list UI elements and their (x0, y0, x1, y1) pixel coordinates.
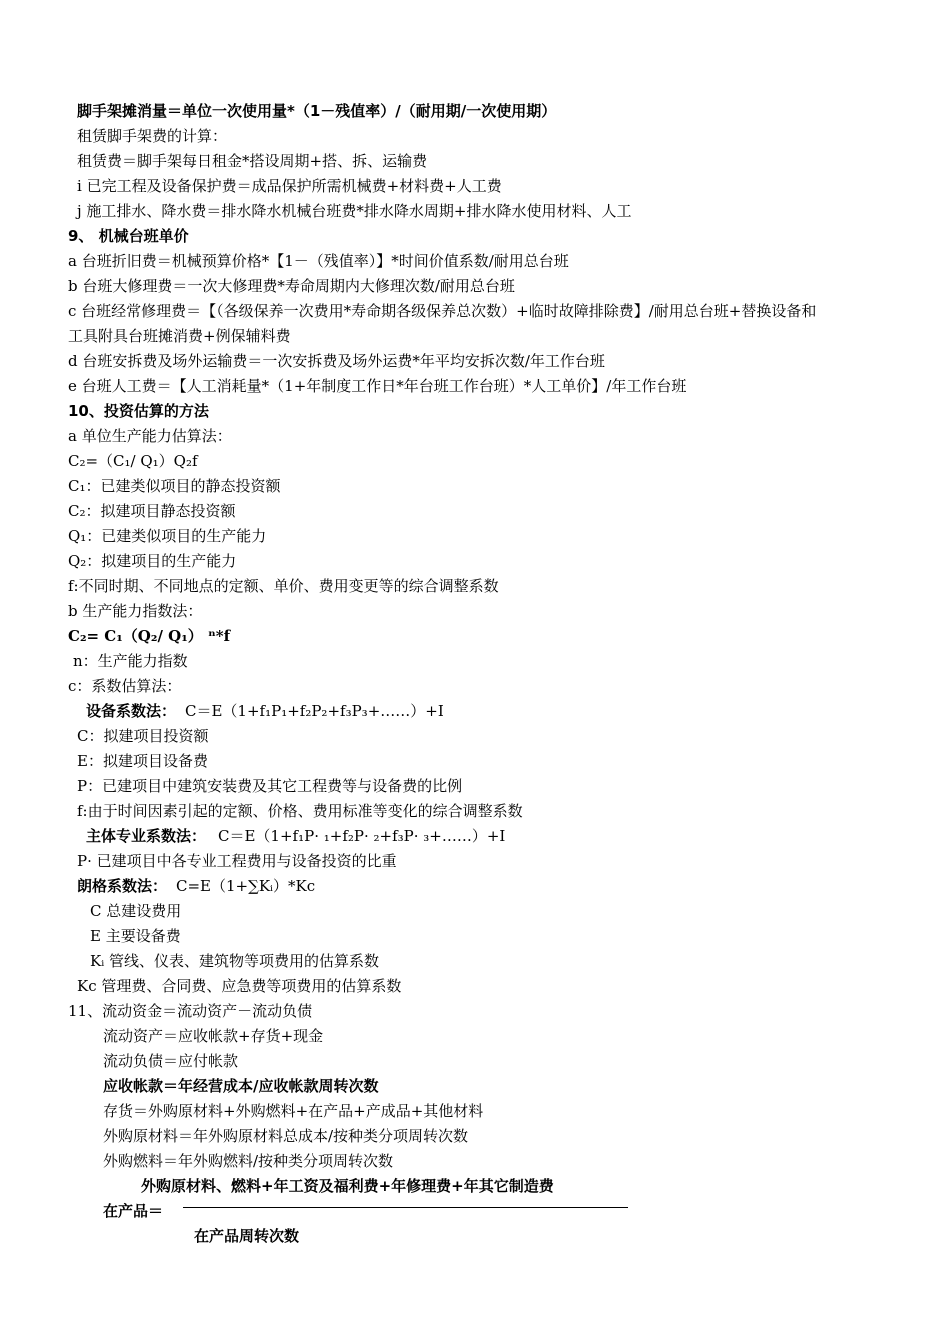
text-line: a 台班折旧费＝机械预算价格*【1－（残值率）】*时间价值系数/耐用总台班 (68, 252, 569, 270)
text-line: f:由于时间因素引起的定额、价格、费用标准等变化的综合调整系数 (77, 802, 523, 820)
text-line: 工具附具台班摊消费+例保辅料费 (68, 327, 291, 345)
fraction-denominator: 在产品周转次数 (194, 1227, 300, 1245)
text-line: n：生产能力指数 (73, 652, 188, 670)
text-line: 应收帐款＝年经营成本/应收帐款周转次数 (103, 1077, 379, 1095)
section-heading: 11、流动资金＝流动资产－流动负债 (68, 1002, 313, 1020)
text-line: e 台班人工费＝【人工消耗量*（1+年制度工作日*年台班工作台班）*人工单价】/年工作台班 (68, 377, 687, 395)
formula-line: C=E（1+∑Kᵢ）*Kc (176, 877, 316, 895)
text-line: c 台班经常修理费＝【（各级保养一次费用*寿命期各级保养总次数）+临时故障排除费】/耐用总台班+替换设备和 (68, 302, 817, 320)
text-line: Q₂：拟建项目的生产能力 (68, 552, 237, 570)
text-line: Kᵢ 管线、仪表、建筑物等项费用的估算系数 (90, 952, 379, 970)
text-line: 租赁费＝脚手架每日租金*搭设周期+搭、拆、运输费 (77, 152, 428, 170)
text-line: E 主要设备费 (90, 927, 181, 945)
method-label: 朗格系数法： (77, 877, 168, 895)
text-line: Q₁：已建类似项目的生产能力 (68, 527, 267, 545)
text-line: f:不同时期、不同地点的定额、单价、费用变更等的综合调整系数 (68, 577, 499, 595)
text-line: 流动资产＝应收帐款+存货+现金 (103, 1027, 324, 1045)
text-line: i 已完工程及设备保护费＝成品保护所需机械费+材料费+人工费 (77, 177, 502, 195)
text-line: P：已建项目中建筑安装费及其它工程费等与设备费的比例 (77, 777, 463, 795)
text-line: E：拟建项目设备费 (77, 752, 208, 770)
text-line: a 单位生产能力估算法： (68, 427, 232, 445)
text-line: 租赁脚手架费的计算： (77, 127, 228, 145)
text-line: 外购燃料＝年外购燃料/按种类分项周转次数 (103, 1152, 394, 1170)
fraction-label: 在产品＝ (103, 1202, 164, 1220)
text-line: P· 已建项目中各专业工程费用与设备投资的比重 (77, 852, 397, 870)
section-heading: 10、投资估算的方法 (68, 402, 209, 420)
fraction-bar (183, 1207, 628, 1208)
text-line: b 台班大修理费＝一次大修理费*寿命周期内大修理次数/耐用总台班 (68, 277, 515, 295)
text-line: C₂：拟建项目静态投资额 (68, 502, 236, 520)
text-line: c：系数估算法： (68, 677, 182, 695)
method-label: 主体专业系数法： (86, 827, 207, 845)
text-line: C₁：已建类似项目的静态投资额 (68, 477, 281, 495)
text-line: 存货＝外购原材料+外购燃料+在产品+产成品+其他材料 (103, 1102, 484, 1120)
section-heading: 9、 机械台班单价 (68, 227, 189, 245)
formula-line: C₂= C₁（Q₂/ Q₁） ⁿ*f (68, 627, 231, 645)
text-line: j 施工排水、降水费＝排水降水机械台班费*排水降水周期+排水降水使用材料、人工 (77, 202, 632, 220)
formula-line: C＝E（1+f₁P· ₁+f₂P· ₂+f₃P· ₃+……）+I (218, 827, 506, 845)
text-line: C：拟建项目投资额 (77, 727, 209, 745)
text-line: C 总建设费用 (90, 902, 182, 920)
text-line: 外购原材料＝年外购原材料总成本/按种类分项周转次数 (103, 1127, 469, 1145)
formula-line: C₂=（C₁/ Q₁）Q₂f (68, 452, 198, 470)
text-line: b 生产能力指数法： (68, 602, 203, 620)
fraction-numerator: 外购原材料、燃料+年工资及福利费+年修理费+年其它制造费 (141, 1177, 554, 1195)
text-line: d 台班安拆费及场外运输费＝一次安拆费及场外运费*年平均安拆次数/年工作台班 (68, 352, 605, 370)
formula-line: C＝E（1+f₁P₁+f₂P₂+f₃P₃+……）+I (185, 702, 444, 720)
text-line: 脚手架摊消量＝单位一次使用量*（1－残值率）/（耐用期/一次使用期） (77, 102, 557, 120)
method-label: 设备系数法： (86, 702, 177, 720)
text-line: Kc 管理费、合同费、应急费等项费用的估算系数 (77, 977, 402, 995)
text-line: 流动负债＝应付帐款 (103, 1052, 239, 1070)
